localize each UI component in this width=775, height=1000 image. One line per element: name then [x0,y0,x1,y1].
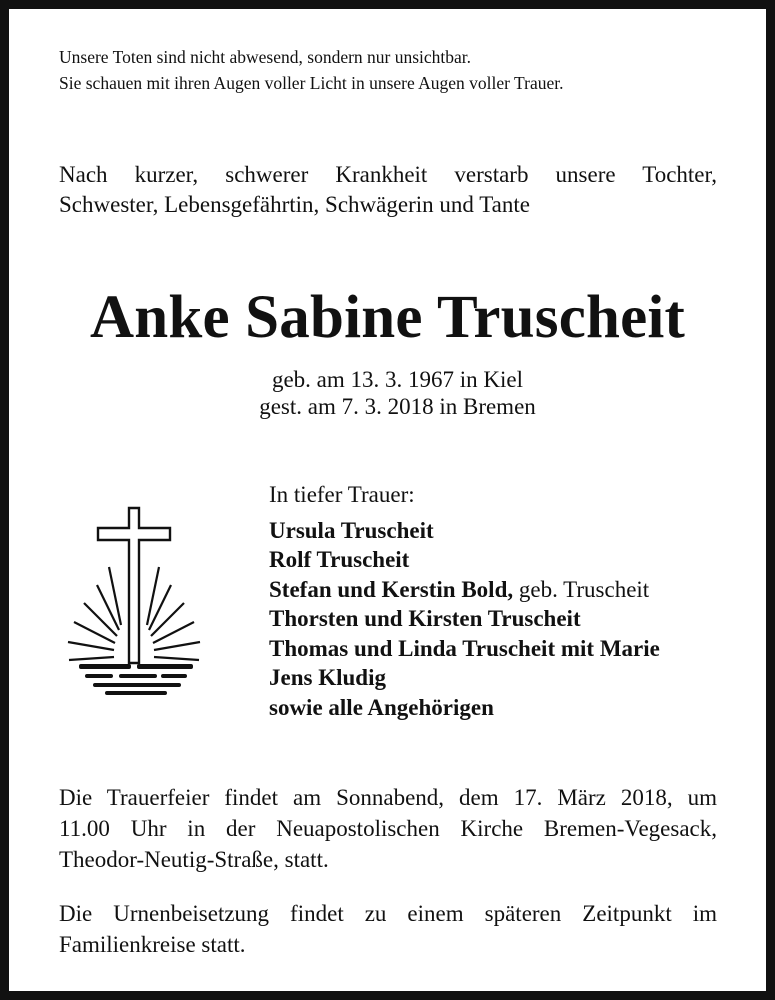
mourner-entry [269,604,739,634]
intro-text [59,160,717,220]
mourner-name: Rolf Truscheit [269,547,410,572]
birth-date: geb. am 13. 3. 1967 in Kiel [271,367,524,392]
deceased-name: Anke Sabine Truscheit [89,284,686,351]
mourner-name: sowie alle Angehörigen [269,694,494,720]
intro-line-1: Nach kurzer, schwerer Krankheit verstarb unsere Tochter, [59,162,717,187]
mourner-entry [269,634,739,664]
mourner-name: Ursula Truscheit [269,517,434,543]
service-line-1: Die Trauerfeier findet am Sonnabend, dem 17. März 2018, um [59,785,717,810]
mourner-name: Stefan und Kerstin Bold, [269,576,514,602]
mourner-entry [269,663,739,693]
mourner-name: Thorsten und Kirsten Truscheit [269,606,581,631]
cross-sunrise-icon [63,505,208,700]
mourner-note: geb. Truscheit [513,576,650,602]
mourners-list [269,480,739,722]
mourner-name: Jens Kludig [269,665,386,690]
service-line-2: 11.00 Uhr in der Neuapostolischen Kirche Bremen-Vegesack, [59,816,717,841]
motto-line-1: Unsere Toten sind nicht abwesend, sondern nur unsichtbar. [59,47,472,67]
funeral-service-info [59,782,717,875]
motto-quote [59,44,719,96]
mourner-name: Thomas und Linda Truscheit mit Marie [269,635,660,661]
urn-burial-info [59,898,717,960]
intro-line-2: Schwester, Lebensgefährtin, Schwägerin und Tante [59,192,530,217]
mourner-entry [269,516,739,546]
mourner-entry [269,693,739,723]
mourner-entry [269,575,739,605]
burial-line-2: Familienkreise statt. [59,932,246,957]
mourners-lead: In tiefer Trauer: [269,482,415,507]
motto-line-2: Sie schauen mit ihren Augen voller Licht in unsere Augen voller Trauer. [59,73,564,93]
life-dates [0,366,775,420]
service-line-3: Theodor-Neutig-Straße, statt. [59,847,329,872]
burial-line-1: Die Urnenbeisetzung findet zu einem späteren Zeitpunkt im [59,901,717,926]
mourner-entry [269,545,739,575]
death-date: gest. am 7. 3. 2018 in Bremen [259,394,536,419]
